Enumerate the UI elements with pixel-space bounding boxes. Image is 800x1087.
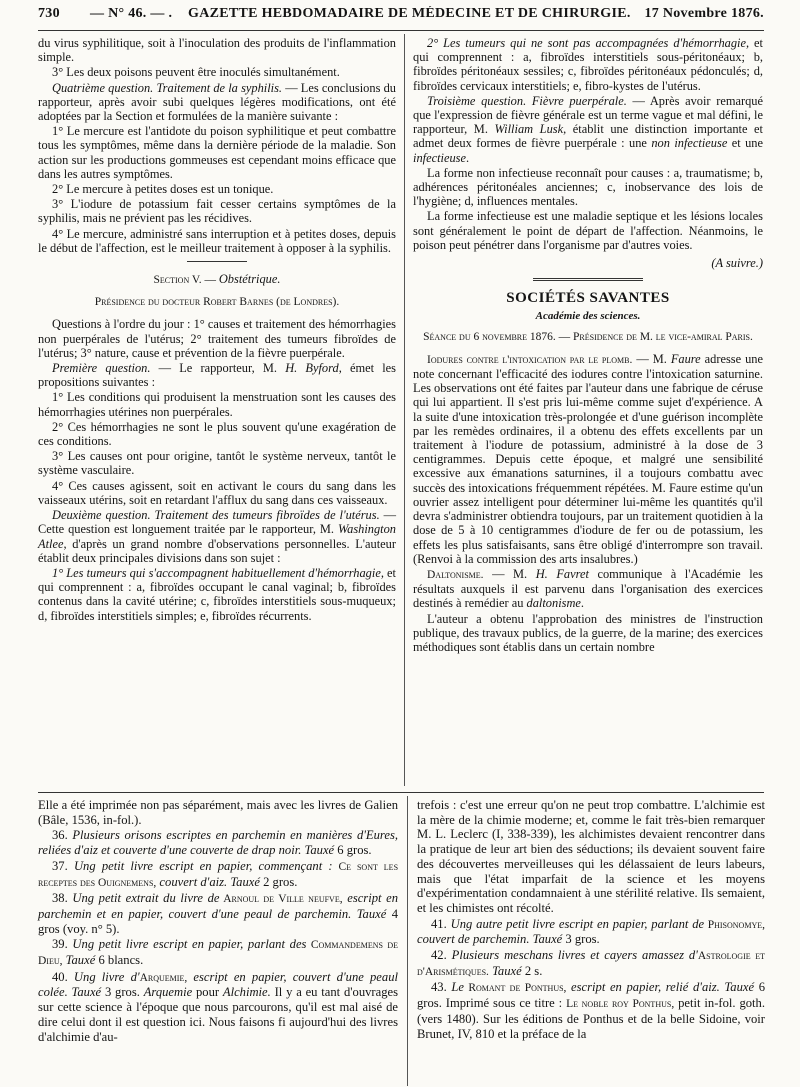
paragraph: 2° Ces hémorrhagies ne sont le plus souvent qu'une exagération de ces conditions. <box>38 419 396 449</box>
list-item: 36. Plusieurs orisons escriptes en parchemin en manières d'Eures, reliées d'aiz et couverte d'une couverte de drap noir. Tauxé 6 gros. <box>38 828 398 858</box>
paragraph: Troisième question. Fièvre puerpérale. — Après avoir remarqué que l'expression de fièvre générale est un terme vague et mal défini, le rapporteur, M. William Lusk, établit une distinction importante et admet deux formes de fièvre puerpérale : une non infectieuse et une infectieuse. <box>413 93 764 165</box>
paragraph: Première question. — Le rapporteur, M. H. Byford, émet les propositions suivantes : <box>38 361 397 390</box>
paragraph: Quatrième question. Traitement de la syphilis. — Les conclusions du rapporteur, après avoir subi quelques légères modifications, ont été adoptées par la Section et formulées de la manière suivante : <box>38 80 396 124</box>
column-bottom-right <box>417 798 765 1042</box>
paragraph: 1° Les tumeurs qui s'accompagnent habituellement d'hémorrhagie, et qui comprennent : a, fibroïdes occupant le canal vaginal; b, fibroïdes contenus dans la cavité utérine; c, fibroïdes interstitiels sous-muqueux; d, fibroïdes interstitiels simples; e, fibroïdes récurrents. <box>38 565 396 623</box>
paragraph: 3° Les causes ont pour origine, tantôt le système nerveux, tantôt le système vasculaire. <box>38 449 396 478</box>
subsection-heading: Académie des sciences. <box>535 310 641 323</box>
to-be-continued: (A suivre.) <box>711 256 763 271</box>
column-bottom-left <box>38 798 398 1045</box>
list-item: 41. Ung autre petit livre escript en papier, parlant de Phisonomye, couvert de parchemin. Tauxé 3 gros. <box>417 916 765 947</box>
column-top-right <box>413 36 763 655</box>
paragraph: 2° Les tumeurs qui ne sont pas accompagnées d'hémorrhagie, et qui comprennent : a, fibroïdes interstitiels sous-péritonéaux; b, fibroïdes péritonéaux sessiles; c, fibroïdes péritonéaux pédonculés; d, fibroïdes cervicaux interstitiels; e, fibro-kystes de l'utérus. <box>413 36 764 93</box>
issue-date: 17 Novembre 1876. <box>644 6 764 21</box>
seance-line: Séance du 6 novembre 1876. — Présidence de M. le vice-amiral Paris. <box>423 330 753 343</box>
section-heading: Section V. — Obstétrique. <box>153 272 281 287</box>
column-divider <box>407 796 408 1086</box>
paragraph: La forme infectieuse est une maladie septique et les lésions locales sont généralement le point de départ de l'affection. Néanmoins, le poison peut pénétrer dans l'organisme par d'autres voies. <box>413 209 763 252</box>
paragraph: 1° Les conditions qui produisent la menstruation sont les causes des hémorrhagies utérines non puerpérales. <box>38 390 396 419</box>
issue-number: — N° 46. — . <box>90 6 173 21</box>
list-item: 38. Ung petit extrait du livre de Arnoul de Ville neufve, escript en parchemin et en papier, couvert d'une peaul de parchemin. Tauxé 4 gros (voy. n° 5). <box>38 891 399 936</box>
paragraph: Elle a été imprimée non pas séparément, mais avec les livres de Galien (Bâle, 1536, in-fol.). <box>38 798 398 827</box>
paragraph: Questions à l'ordre du jour : 1° causes et traitement des hémorrhagies non puerpérales de l'utérus; 2° traitement des tumeurs fibroïdes de l'utérus; 3° nature, cause et prévention de la fièvre puerpérale. <box>38 317 396 360</box>
paragraph: Iodures contre l'intoxication par le plomb. — M. Faure adresse une note concernant l'efficacité des iodures contre l'intoxication saturnine. Les observations ont été faites par l'auteur dans une fabrique de céruse qui lui appartient. Il s'est pris lui-même comme sujet d'expérience. A la suite d'une intoxication très-prolongée et d'une guérison incomplète par les remèdes ordinaires, il a obtenu des effets excellents par un traitement à l'iodure de potassium, administré à la dose de 3 centigrammes. Depuis cette époque, et malgré une sensibilité excessive aux émanations saturnines, il a toujours combattu avec succès des intoxications fréquemment répétées. M. Faure estime qu'un ouvrier assez intelligent pour déterminer lui-même les quantités qu'il devra s'administrer obtiendra toujours, par un traitement quotidien à la dose de 5 à 10 centigrammes d'iodure de fer ou de potassium, les effets les plus satisfaisants, sans être obligé d'interrompre son travail. (Renvoi à la commission des arts insalubres.) <box>413 351 763 566</box>
presidence-line: Présidence du docteur Robert Barnes (de Londres). <box>94 296 340 309</box>
paragraph: 4° Le mercure, administré sans interruption et à petites doses, depuis le début de l'affection, est le meilleur traitement à opposer à la syphilis. <box>38 226 396 255</box>
header-rule <box>38 30 764 31</box>
paragraph: 3° Les deux poisons peuvent être inoculés simultanément. <box>52 65 340 80</box>
column-divider <box>404 34 405 786</box>
list-item: 37. Ung petit livre escript en papier, commençant : Ce sont les receptes des Ouignemens, couvert d'aiz. Tauxé 2 gros. <box>38 858 399 889</box>
paragraph: 1° Le mercure est l'antidote du poison syphilitique et peut combattre tous les symptômes, même dans la dernière période de la maladie. Son action sur les productions gommeuses est cependant moins efficace que dans les autres symptômes. <box>38 124 396 181</box>
section-divider <box>533 278 643 281</box>
section-heading: SOCIÉTÉS SAVANTES <box>506 290 670 307</box>
paragraph: 3° L'iodure de potassium fait cesser certains symptômes de la syphilis, mais ne prévient pas les récidives. <box>38 197 396 226</box>
paragraph: La forme non infectieuse reconnaît pour causes : a, traumatisme; b, adhérences péritonéales anciennes; c, inobservance des lois de l'hygiène; d, influences mentales. <box>413 165 763 209</box>
column-top-left <box>38 36 396 624</box>
list-item: 43. Le Romant de Ponthus, escript en papier, relié d'aiz. Tauxé 6 gros. Imprimé sous ce titre : Le noble roy Ponthus, petit in-fol. goth. (vers 1480). Sur les éditions de Ponthus et de la belle Sidoine, voir Brunet, IV, 810 et la préface de la <box>417 980 766 1041</box>
paragraph: trefois : c'est une erreur qu'on ne peut trop combattre. L'alchimie est la mère de la chimie moderne; et, comme le fait très-bien remarquer M. L. Leclerc (I, 338-339), les alchimistes devaient rencontrer dans la pratique de leur art bien des séductions; ils devaient souvent faire des découvertes merveilleuses qui les délassaient de leurs labeurs, mais que l'état imparfait de la science et les moyens d'expérimentation condamnaient à une stérilité relative. Ils semaient, et les chimistes ont récolté. <box>417 798 765 915</box>
paragraph: du virus syphilitique, soit à l'inoculation des produits de l'inflammation simple. <box>38 36 396 65</box>
list-item: 39. Ung petit livre escript en papier, parlant des Commandemens de Dieu, Tauxé 6 blancs. <box>38 937 399 968</box>
paragraph: L'auteur a obtenu l'approbation des ministres de l'instruction publique, des travaux publics, de la guerre, de la marine; des exercices méthodiques sont établis dans un certain nombre <box>413 611 763 654</box>
section-divider <box>187 261 247 262</box>
paragraph: 2° Le mercure à petites doses est un tonique. <box>52 182 274 197</box>
page-header <box>38 6 764 26</box>
feuilleton-rule <box>38 792 764 793</box>
paragraph: Deuxième question. Traitement des tumeurs fibroïdes de l'utérus. — Cette question est longuement traitée par le rapporteur, M. Washington Atlee, d'après un grand nombre d'observations personnelles. L'auteur établit deux principales divisions dans son sujet : <box>38 508 396 565</box>
page-number: 730 <box>38 6 60 21</box>
journal-title: GAZETTE HEBDOMADAIRE DE MÉDECINE ET DE CHIRURGIE. <box>188 6 631 21</box>
paragraph: 4° Ces causes agissent, soit en activant le cours du sang dans les vaisseaux utérins, soit en retardant l'afflux du sang dans ces vaisseaux. <box>38 478 396 507</box>
paragraph: Daltonisme. — M. H. Favret communique à l'Académie les résultats auxquels il est parvenu dans l'organisation des exercices destinés à remédier au daltonisme. <box>413 566 763 611</box>
list-item: 40. Ung livre d'Arquemie, escript en papier, couvert d'une peaul colée. Tauxé 3 gros. Arquemie pour Alchimie. Il y a eu tant d'ouvrages sur cette science à l'époque que nous parcourons, qu'il est mal aisé de dire celui dont il est question ici. Nous faisons fi aujourd'hui des livres d'alchimie d'au- <box>38 969 398 1044</box>
list-item: 42. Plusieurs meschans livres et cayers amassez d'Astrologie et d'Arismétiques. Tauxé 2 s. <box>417 948 765 978</box>
